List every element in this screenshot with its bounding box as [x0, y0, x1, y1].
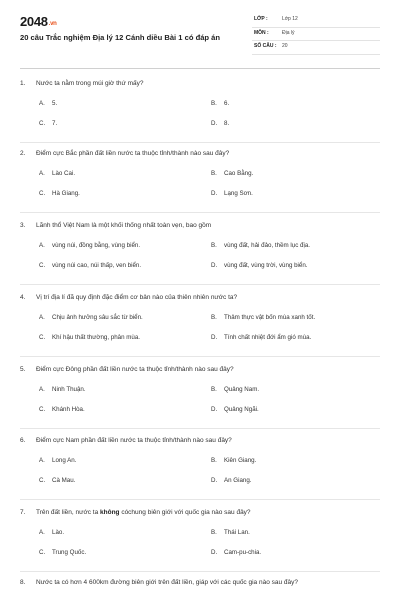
- meta-label: SỐ CÂU :: [254, 43, 277, 49]
- question-number: 2.: [20, 150, 26, 157]
- meta-value: 20: [282, 43, 288, 49]
- question-number: 4.: [20, 294, 26, 301]
- option-letter: D.: [211, 477, 218, 484]
- question-body: [36, 80, 144, 87]
- answer-options: [20, 457, 380, 501]
- answer-option[interactable]: [211, 386, 381, 400]
- logo-text: 2048: [20, 14, 48, 29]
- question-divider: [20, 428, 380, 429]
- answer-option[interactable]: [39, 549, 209, 563]
- option-letter: C.: [39, 190, 46, 197]
- answer-option[interactable]: [211, 457, 381, 471]
- option-letter: B.: [211, 457, 217, 464]
- question-divider: [20, 142, 380, 143]
- meta-row-class: [252, 14, 380, 28]
- question-text-part: Lãnh thổ Việt Nam là một khối thống nhất toàn vẹn, bao gồm: [36, 222, 212, 229]
- option-letter: C.: [39, 334, 46, 341]
- answer-options: [20, 242, 380, 286]
- option-letter: A.: [39, 100, 45, 107]
- option-letter: B.: [211, 529, 217, 536]
- answer-option[interactable]: [211, 529, 381, 543]
- option-letter: B.: [211, 100, 217, 107]
- question-divider: [20, 499, 380, 500]
- answer-option[interactable]: [211, 314, 381, 328]
- option-text: Thảm thực vật bốn mùa xanh tốt.: [224, 314, 316, 321]
- answer-options: [20, 529, 380, 573]
- option-text: Cam-pu-chia.: [224, 549, 262, 556]
- question-number: 1.: [20, 80, 26, 87]
- answer-option[interactable]: [211, 406, 381, 420]
- question-text: [20, 366, 380, 380]
- question-divider: [20, 284, 380, 285]
- site-logo[interactable]: [20, 14, 57, 29]
- question-body: [36, 579, 298, 586]
- answer-option[interactable]: [39, 314, 209, 328]
- logo-suffix: .vn: [48, 21, 57, 27]
- emphasis-text: không: [100, 509, 120, 516]
- option-text: An Giang.: [224, 477, 252, 484]
- question-divider: [20, 571, 380, 572]
- answer-option[interactable]: [39, 190, 209, 204]
- option-text: Thái Lan.: [224, 529, 250, 536]
- option-text: Khánh Hòa.: [52, 406, 85, 413]
- question-text-part: Vị trí địa lí đã quy định đặc điểm cơ bản nào của thiên nhiên nước ta?: [36, 294, 238, 301]
- option-text: Ninh Thuận.: [52, 386, 86, 393]
- answer-options: [20, 100, 380, 144]
- question-number: 5.: [20, 366, 26, 373]
- answer-option[interactable]: [39, 334, 209, 348]
- answer-option[interactable]: [211, 242, 381, 256]
- option-text: vùng đất, hải đảo, thềm lục địa.: [224, 242, 310, 249]
- answer-option[interactable]: [39, 457, 209, 471]
- document-title: 20 câu Trắc nghiệm Địa lý 12 Cánh diều Bài 1 có đáp án: [20, 33, 221, 42]
- question-item: [20, 579, 380, 593]
- option-letter: D.: [211, 190, 218, 197]
- meta-value: Lớp 12: [282, 16, 298, 22]
- question-item: [20, 437, 380, 501]
- answer-option[interactable]: [211, 190, 381, 204]
- question-text: [20, 222, 380, 236]
- question-number: 6.: [20, 437, 26, 444]
- option-letter: A.: [39, 170, 45, 177]
- question-item: [20, 80, 380, 144]
- option-text: Khí hậu thất thường, phân mùa.: [52, 334, 141, 341]
- answer-option[interactable]: [39, 529, 209, 543]
- answer-option[interactable]: [39, 120, 209, 134]
- option-text: Quảng Ngãi.: [224, 406, 259, 413]
- question-text: [20, 150, 380, 164]
- question-item: [20, 150, 380, 214]
- answer-option[interactable]: [211, 120, 381, 134]
- option-letter: D.: [211, 406, 218, 413]
- option-text: Cà Mau.: [52, 477, 76, 484]
- answer-option[interactable]: [211, 262, 381, 276]
- meta-box: [252, 14, 380, 55]
- option-text: Hà Giang.: [52, 190, 80, 197]
- question-text: [20, 294, 380, 308]
- question-body: [36, 509, 251, 516]
- answer-option[interactable]: [211, 100, 381, 114]
- question-text-part: Nước ta có hơn 4 600km đường biên giới trên đất liền, giáp với các quốc gia nào sau đây?: [36, 579, 298, 586]
- header-divider: [20, 68, 380, 69]
- question-item: [20, 294, 380, 358]
- option-text: Trung Quốc.: [52, 549, 87, 556]
- question-text-part: cóchung biên giới với quốc gia nào sau đây?: [119, 509, 251, 516]
- option-text: Chịu ảnh hưởng sâu sắc từ biển.: [52, 314, 143, 321]
- answer-option[interactable]: [39, 242, 209, 256]
- option-letter: C.: [39, 549, 46, 556]
- answer-option[interactable]: [39, 386, 209, 400]
- option-text: 5.: [52, 100, 58, 107]
- question-text-part: Nước ta nằm trong múi giờ thứ mấy?: [36, 80, 144, 87]
- answer-option[interactable]: [211, 549, 381, 563]
- question-text-part: Điểm cực Nam phần đất liền nước ta thuộc tỉnh/thành nào sau đây?: [36, 437, 232, 444]
- answer-option[interactable]: [39, 262, 209, 276]
- option-letter: C.: [39, 477, 46, 484]
- option-text: vùng núi, đồng bằng, vùng biển.: [52, 242, 141, 249]
- option-letter: C.: [39, 262, 46, 269]
- question-number: 8.: [20, 579, 26, 586]
- answer-option[interactable]: [211, 334, 381, 348]
- meta-value: Địa lý: [282, 29, 295, 36]
- question-text: [20, 579, 380, 593]
- question-text: [20, 80, 380, 94]
- option-letter: C.: [39, 120, 46, 127]
- option-text: Lào.: [52, 529, 65, 536]
- answer-option[interactable]: [211, 170, 381, 184]
- question-body: [36, 222, 211, 229]
- option-text: Long An.: [52, 457, 77, 464]
- option-letter: A.: [39, 242, 45, 249]
- question-body: [36, 294, 237, 301]
- question-text: [20, 509, 380, 523]
- option-letter: A.: [39, 386, 45, 393]
- option-letter: B.: [211, 386, 217, 393]
- question-text-part: Điểm cực Đông phần đất liền nước ta thuộc tỉnh/thành nào sau đây?: [36, 366, 234, 373]
- meta-label: MÔN :: [254, 29, 269, 36]
- option-letter: B.: [211, 242, 217, 249]
- answer-options: [20, 170, 380, 214]
- answer-option[interactable]: [39, 406, 209, 420]
- question-divider: [20, 356, 380, 357]
- option-letter: B.: [211, 314, 217, 321]
- option-text: 7.: [52, 120, 58, 127]
- option-text: Lào Cai.: [52, 170, 76, 177]
- question-body: [36, 437, 232, 444]
- question-item: [20, 366, 380, 430]
- question-item: [20, 509, 380, 573]
- answer-options: [20, 314, 380, 358]
- option-text: Lạng Sơn.: [224, 190, 253, 197]
- option-text: vùng đất, vùng trời, vùng biển.: [224, 262, 308, 269]
- question-text: [20, 437, 380, 451]
- option-letter: D.: [211, 334, 218, 341]
- option-text: 8.: [224, 120, 230, 127]
- meta-row-count: [252, 41, 380, 55]
- question-text-part: Trên đất liền, nước ta: [36, 509, 101, 516]
- option-letter: D.: [211, 549, 218, 556]
- question-number: 3.: [20, 222, 26, 229]
- question-divider: [20, 212, 380, 213]
- option-letter: A.: [39, 314, 45, 321]
- answer-options: [20, 386, 380, 430]
- option-letter: C.: [39, 406, 46, 413]
- question-number: 7.: [20, 509, 26, 516]
- option-text: Quảng Nam.: [224, 386, 260, 393]
- question-body: [36, 366, 234, 373]
- answer-option[interactable]: [211, 477, 381, 491]
- option-letter: D.: [211, 262, 218, 269]
- meta-label: LỚP :: [254, 16, 268, 22]
- answer-option[interactable]: [39, 100, 209, 114]
- option-text: vùng núi cao, núi thấp, ven biển.: [52, 262, 142, 269]
- option-text: Cao Bằng.: [224, 170, 254, 177]
- answer-option[interactable]: [39, 170, 209, 184]
- option-text: 6.: [224, 100, 230, 107]
- option-letter: D.: [211, 120, 218, 127]
- option-letter: B.: [211, 170, 217, 177]
- option-text: Kiên Giang.: [224, 457, 257, 464]
- option-text: Tính chất nhiệt đới ẩm gió mùa.: [224, 334, 312, 341]
- option-letter: A.: [39, 457, 45, 464]
- option-letter: A.: [39, 529, 45, 536]
- question-body: [36, 150, 229, 157]
- question-item: [20, 222, 380, 286]
- answer-option[interactable]: [39, 477, 209, 491]
- meta-row-subject: [252, 28, 380, 42]
- question-text-part: Điểm cực Bắc phần đất liền nước ta thuộc tỉnh/thành nào sau đây?: [36, 150, 230, 157]
